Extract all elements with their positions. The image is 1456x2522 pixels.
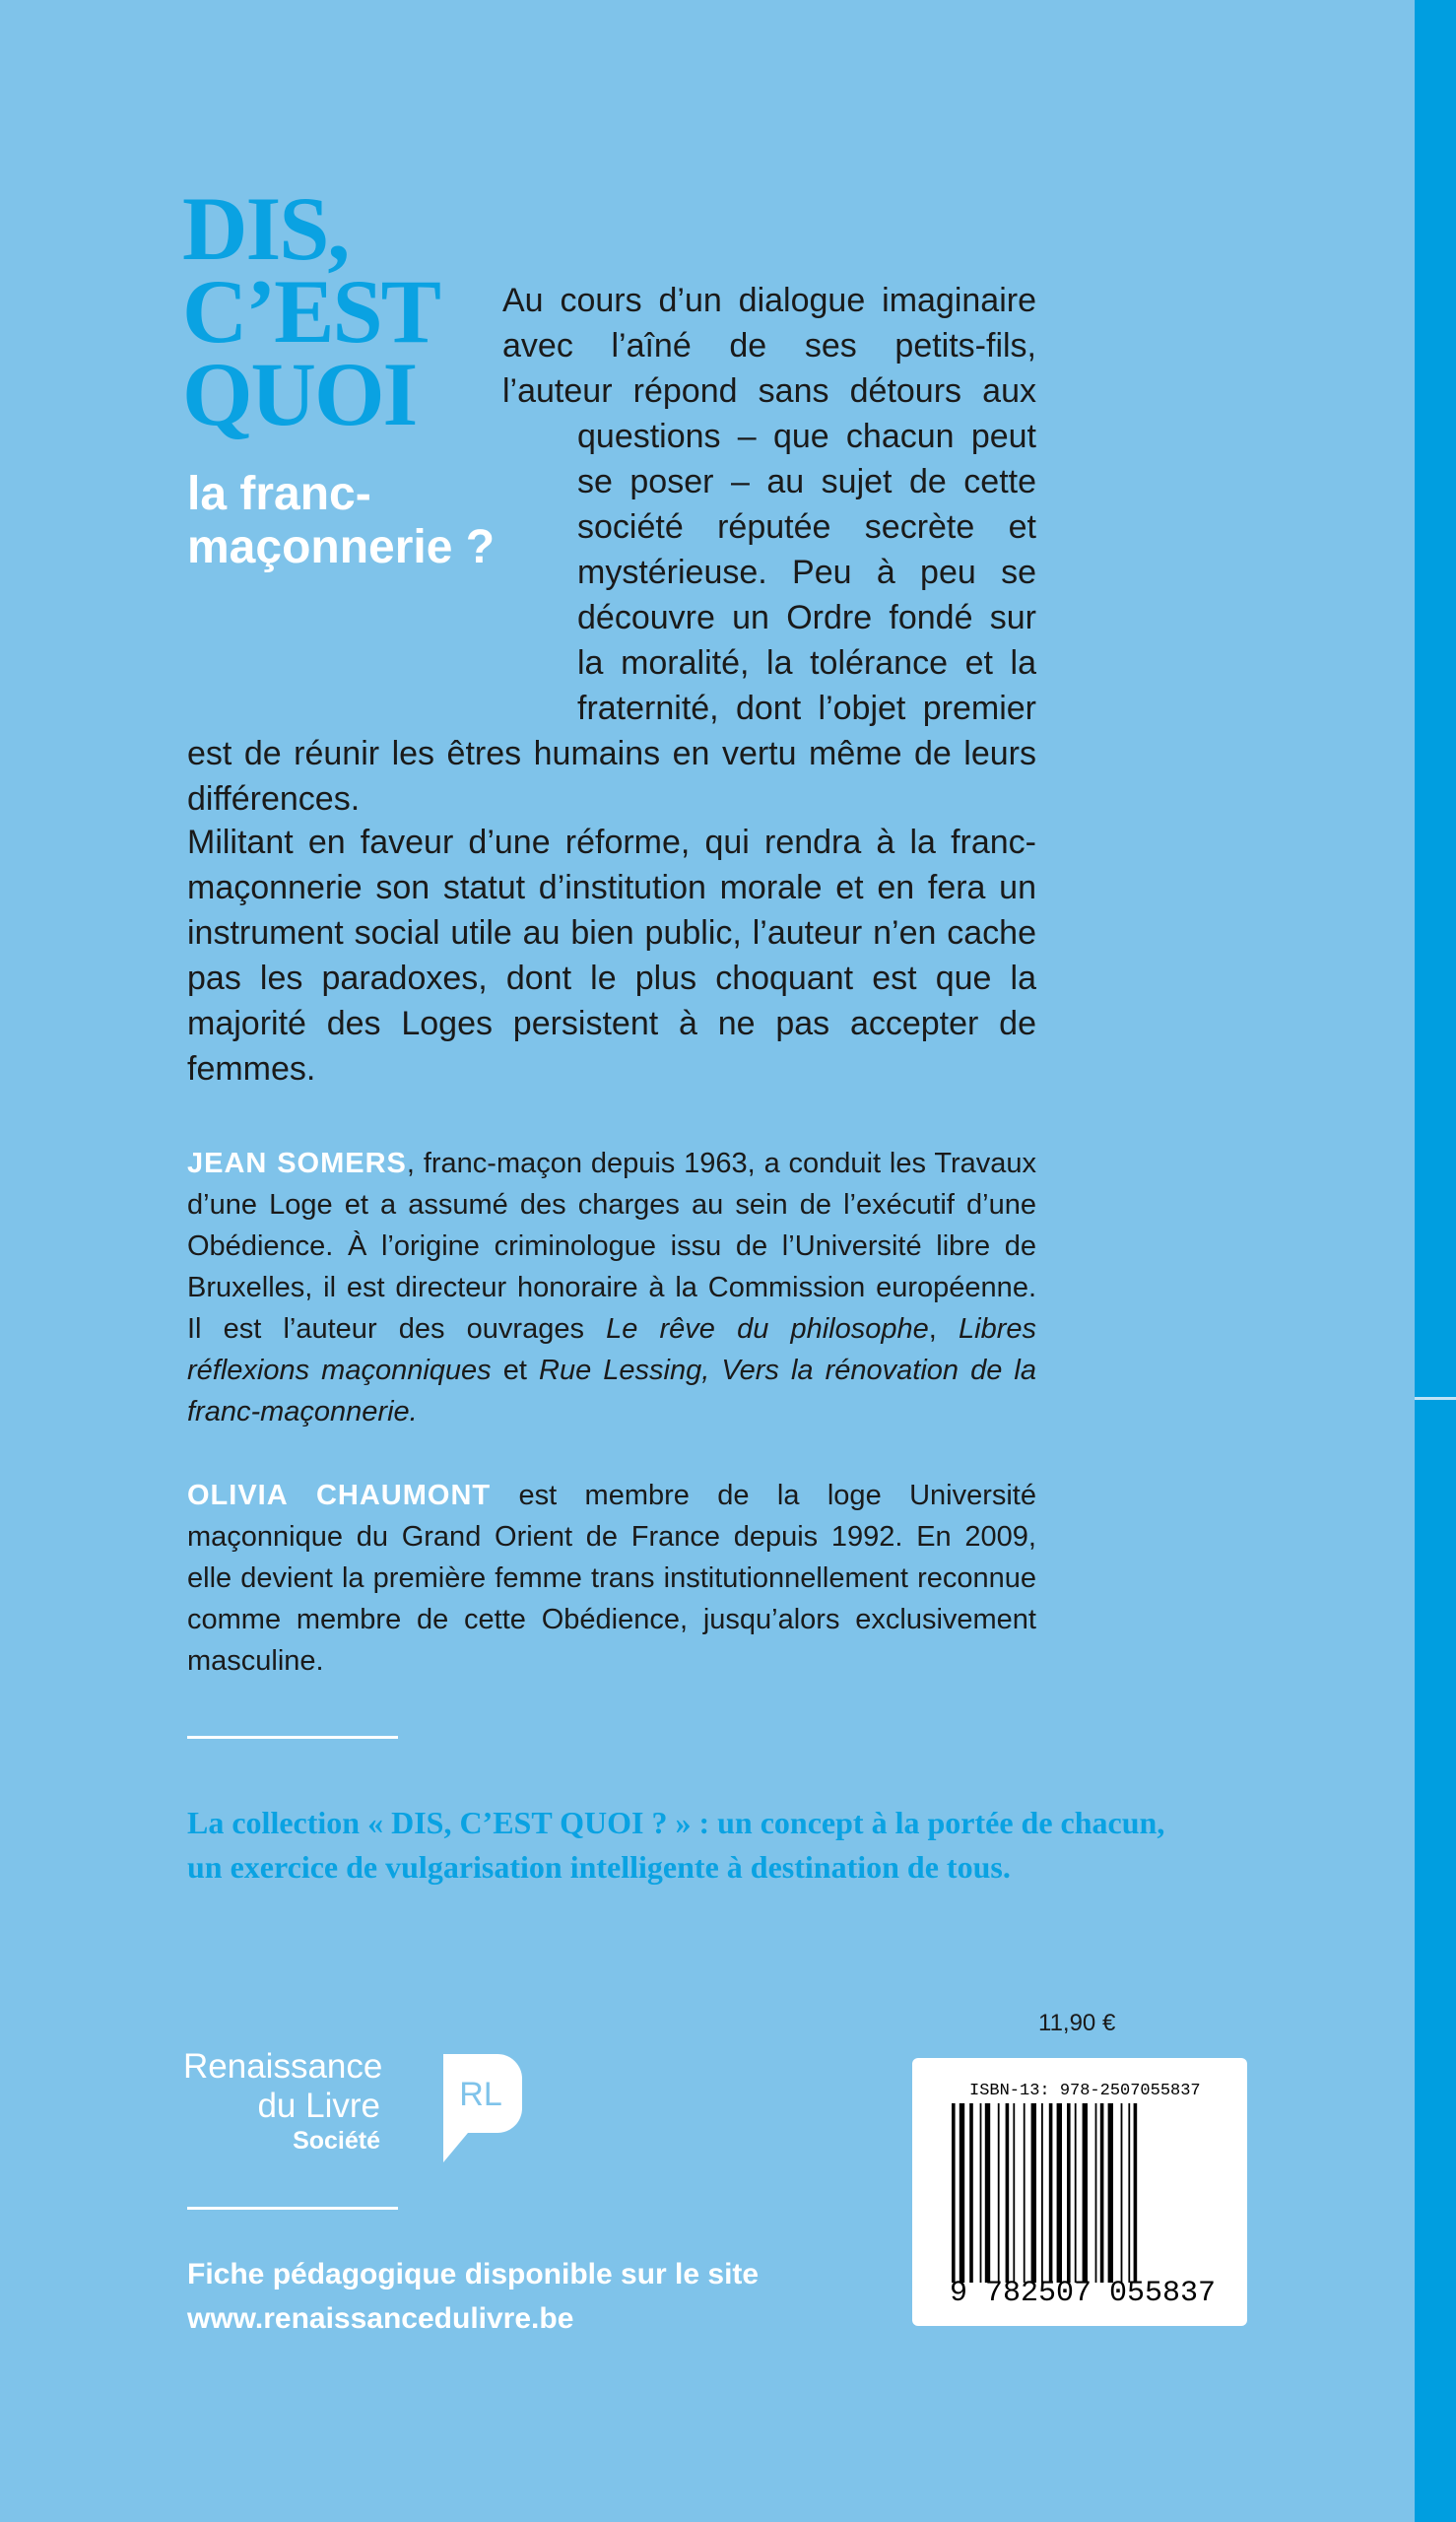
divider <box>187 1736 398 1739</box>
website-link[interactable]: www.renaissancedulivre.be <box>187 2302 574 2335</box>
series-line-3: QUOI <box>182 344 417 444</box>
collection-line-2: un exercice de vulgarisation intelligente à destination de tous. <box>187 1849 1011 1885</box>
barcode-bar <box>1013 2103 1015 2283</box>
book-title-3: Rue Lessing, Vers la rénovation de la franc-maçonnerie. <box>187 1355 1037 1427</box>
spine-fold-mark <box>1415 1397 1456 1400</box>
collection-tagline <box>187 1801 1271 1890</box>
barcode-bar <box>980 2103 982 2283</box>
collection-line-1: La collection « DIS, C’EST QUOI ? » : un concept à la portée de chacun, <box>187 1805 1165 1840</box>
barcode-bar <box>1057 2103 1062 2283</box>
ean-digits: 9 782507 055837 <box>950 2277 1217 2310</box>
barcode-bar <box>985 2103 990 2283</box>
barcode-bar <box>960 2103 964 2283</box>
intro-paragraph <box>187 278 1036 822</box>
book-title-1: Le rêve du philosophe <box>606 1313 929 1345</box>
separator: , <box>928 1313 959 1345</box>
footer-line-1: Fiche pédagogique disponible sur le site <box>187 2258 760 2290</box>
isbn-label: ISBN-13: 978-2507055837 <box>969 2082 1201 2100</box>
barcode-bar <box>1100 2103 1104 2283</box>
coauthor-name: OLIVIA CHAUMONT <box>187 1480 492 1511</box>
barcode-bar <box>1128 2103 1130 2283</box>
series-line-1: DIS, <box>182 178 349 279</box>
price: 11,90 € <box>1038 2010 1116 2036</box>
book-title-2: Libres réflexions maçonniques <box>187 1313 1036 1386</box>
subject-line-2: maçonnerie ? <box>187 521 496 573</box>
series-line-2: C’EST <box>182 261 439 362</box>
barcode-bar <box>969 2103 973 2283</box>
author-bio <box>187 1143 1036 1432</box>
publisher-line-1: Renaissance <box>183 2047 383 2086</box>
author-bio-text: , franc-maçon depuis 1963, a conduit les Travaux d’une Loge et a assumé des charges au sein de l’exécutif d’une Obédience. À l’origine criminologue issu de l’Université libre de Bruxelles, il est directeur honoraire à la Commission européenne. Il est l’auteur des ouvrages <box>187 1148 1036 1345</box>
separator: et <box>491 1355 540 1386</box>
footer-website <box>187 2252 759 2341</box>
publisher-line-2: du Livre <box>257 2087 380 2125</box>
barcode-bar <box>1006 2103 1010 2283</box>
barcode-bar <box>1095 2103 1097 2283</box>
publisher-line-3: Société <box>293 2127 380 2155</box>
barcode-bar <box>998 2103 1000 2283</box>
barcode-bar <box>1067 2103 1071 2283</box>
barcode-bar <box>1031 2103 1036 2283</box>
barcode-bar <box>1121 2103 1123 2283</box>
spine-strip <box>1415 0 1456 2522</box>
coauthor-bio-text: est membre de la loge Université maçonnique du Grand Orient de France depuis 1992. En 2009, elle devient la première femme trans institutionnellement reconnue comme membre de cette Obédience, jusqu’alors exclusivement masculine. <box>187 1480 1036 1677</box>
barcode-bar <box>1049 2103 1053 2283</box>
rl-logo-icon <box>443 2054 522 2162</box>
barcode-bar <box>1134 2103 1138 2283</box>
barcode-bar <box>1083 2103 1088 2283</box>
publisher-logo <box>183 2047 383 2156</box>
divider <box>187 2207 398 2210</box>
reform-paragraph: Militant en faveur d’une réforme, qui rendra à la franc-maçonnerie son statut d’institution morale et en fera un instrument social utile au bien public, l’auteur n’en cache pas les paradoxes, dont le plus choquant est que la majorité des Loges persistent à ne pas accepter de femmes. <box>187 824 1036 1088</box>
barcode-bars <box>950 2103 1208 2283</box>
rl-logo-text: RL <box>459 2076 502 2113</box>
subject-line-1: la franc- <box>187 468 371 520</box>
coauthor-bio <box>187 1475 1036 1682</box>
barcode-bar <box>1108 2103 1113 2283</box>
barcode-bar <box>1041 2103 1043 2283</box>
barcode-bar <box>952 2103 956 2283</box>
intro-text: Au cours d’un dialogue imaginaire avec l’aîné de ses petits-fils, l’auteur répond sans détours aux questions – que chacun peut se poser – au sujet de cette société réputée secrète et mystérieuse. Peu à peu se découvre un Ordre fondé sur la moralité, la tolérance et la fraternité, dont l’objet premier est de réunir les êtres humains en vertu même de leurs différences. <box>187 282 1036 818</box>
barcode <box>912 2058 1247 2326</box>
barcode-bar <box>1075 2103 1077 2283</box>
author-name: JEAN SOMERS <box>187 1148 407 1179</box>
barcode-bar <box>1024 2103 1026 2283</box>
